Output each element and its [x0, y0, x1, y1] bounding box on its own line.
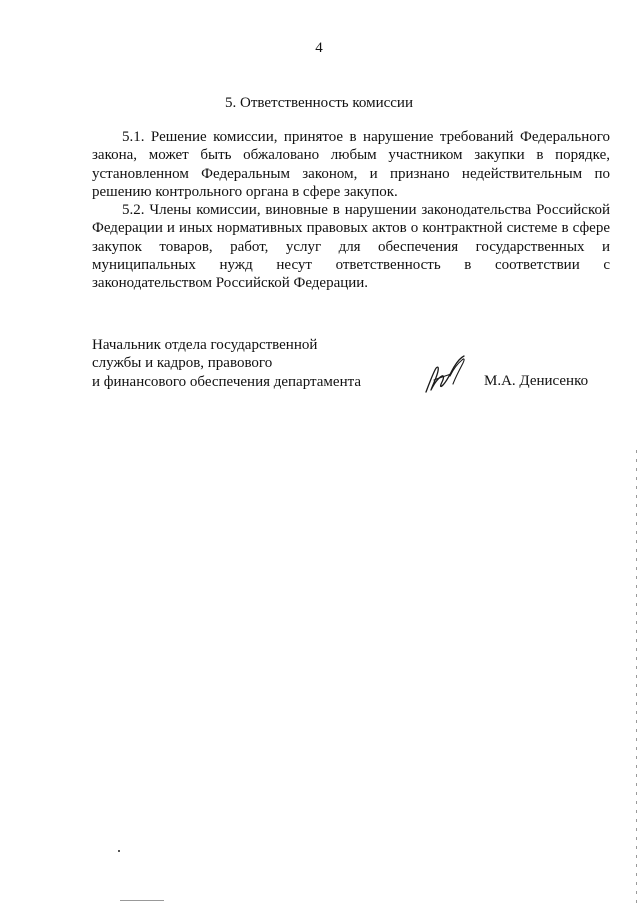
scan-artifact-line — [120, 900, 164, 901]
signer-position-line: и финансового обеспечения департамента — [92, 373, 361, 390]
signature-block — [92, 336, 612, 406]
signer-position — [92, 336, 392, 391]
signer-position-line: службы и кадров, правового — [92, 355, 273, 372]
scan-speck — [118, 850, 120, 852]
handwritten-signature — [420, 354, 474, 396]
paragraph-5-1: 5.1. Решение комиссии, принятое в нарушение требований Федерального закона, может быть обжаловано любым участником закупки в порядке, установленном Федеральным законом, и признано недействительным по решению контрольного органа в сфере закупок. — [92, 129, 610, 200]
page-number: 4 — [315, 40, 323, 56]
signer-name: М.А. Денисенко — [484, 373, 589, 389]
paragraph-5-2: 5.2. Члены комиссии, виновные в нарушении законодательства Российской Федерации и иных нормативных правовых актов о контрактной системе в сфере закупок товаров, работ, услуг для обеспечения государственных и муниципальных нужд несут ответственность в соответствии с законодательством Российской Федерации. — [92, 202, 610, 292]
signer-position-line: Начальник отдела государственной — [92, 337, 318, 353]
section-title: 5. Ответственность комиссии — [224, 95, 413, 111]
section-body — [92, 128, 610, 293]
